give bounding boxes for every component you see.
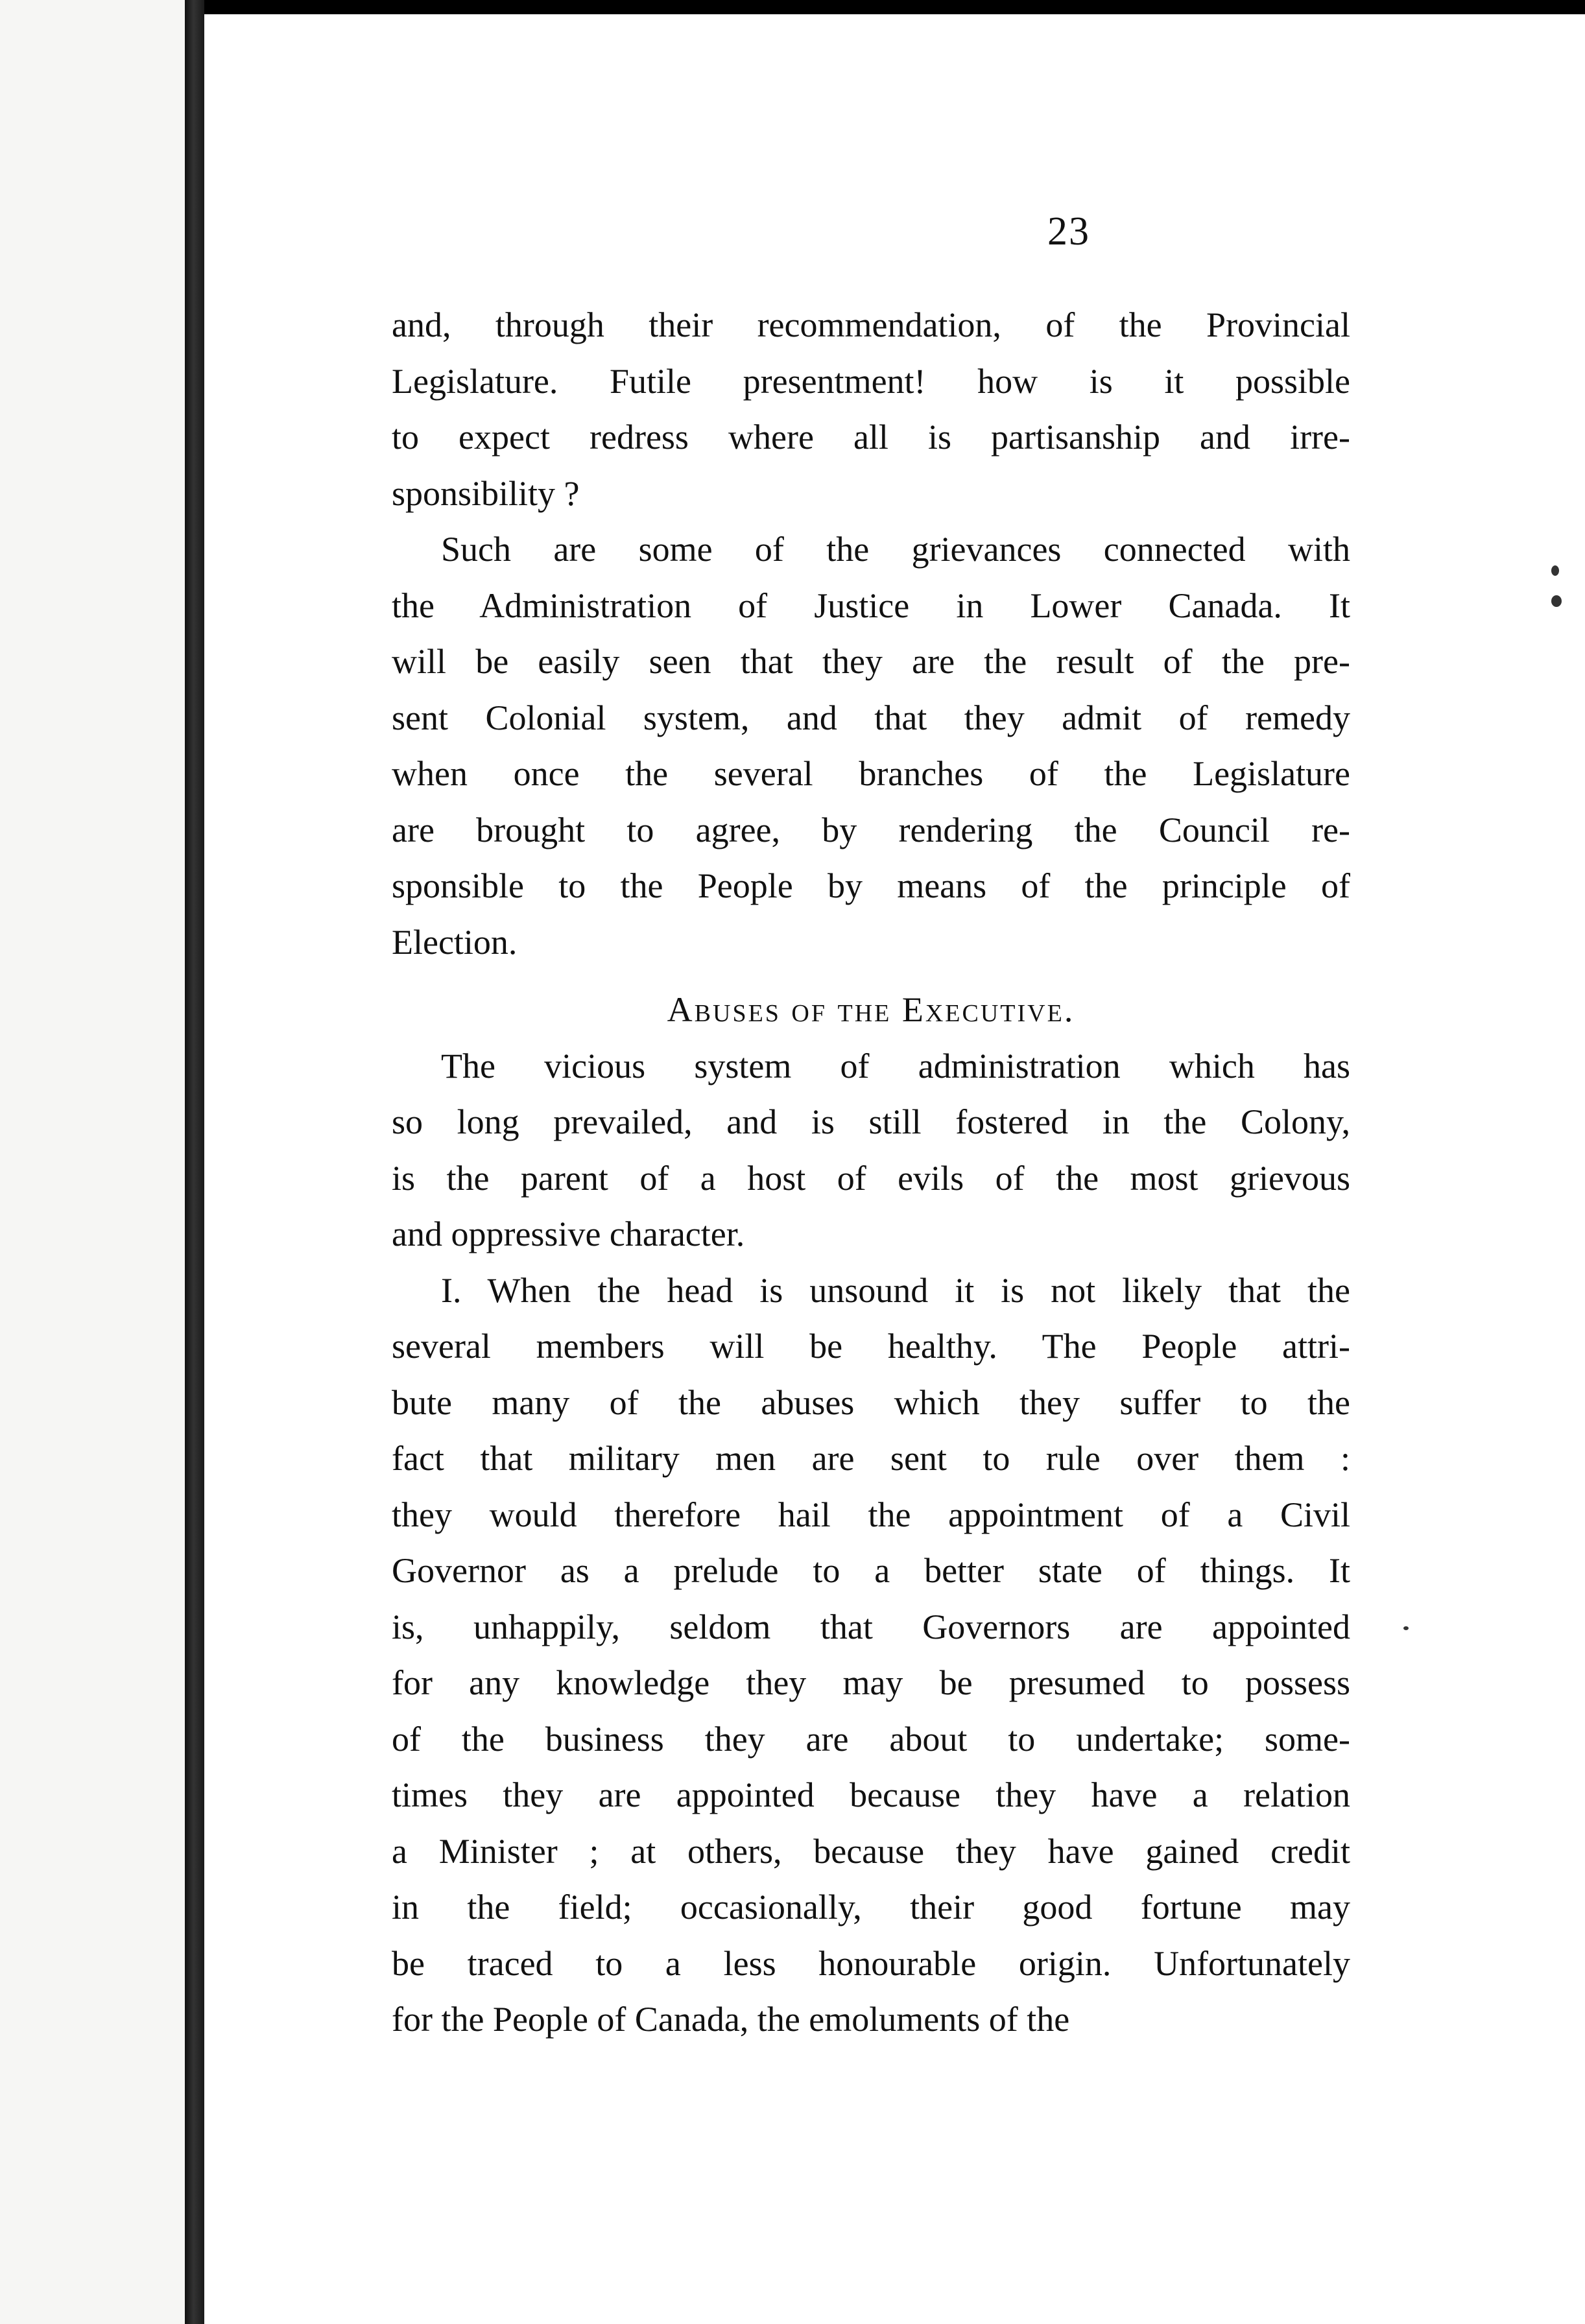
text-line: is, unhappily, seldom that Governors are appointed <box>392 1607 1350 1646</box>
text-line: in the field; occasionally, their good fortune may <box>392 1888 1350 1927</box>
text-line: and oppressive character. <box>392 1215 745 1253</box>
text-line: is the parent of a host of evils of the most grievous <box>392 1158 1350 1198</box>
text-line: sponsibility ? <box>392 473 580 513</box>
text-line: be traced to a less honourable origin. Unfortunately <box>392 1943 1350 1983</box>
text-line: are brought to agree, by rendering the Council re- <box>392 810 1350 849</box>
text-line: to expect redress where all is partisanship and irre- <box>392 418 1350 456</box>
scan-speck <box>1551 595 1562 607</box>
text-line: when once the several branches of the Legislature <box>392 754 1350 793</box>
paragraph-3 <box>392 1038 1350 1263</box>
text-line: for any knowledge they may be presumed to possess <box>392 1663 1350 1702</box>
text-line: Election. <box>392 922 518 962</box>
paragraph-4 <box>392 1263 1350 2048</box>
page-number: 23 <box>1047 209 1090 254</box>
text-line: Such are some of the grievances connected with <box>441 530 1350 569</box>
text-line: Legislature. Futile presentment! how is it possible <box>392 361 1350 401</box>
text-line: a Minister ; at others, because they have gained credit <box>392 1831 1350 1871</box>
text-line: sent Colonial system, and that they admit of remedy <box>392 698 1350 737</box>
text-line: The vicious system of administration which has <box>441 1046 1350 1085</box>
text-line: they would therefore hail the appointment of a Civil <box>392 1495 1350 1534</box>
text-line: so long prevailed, and is still fostered in the Colony, <box>392 1102 1350 1141</box>
text-line: times they are appointed because they have a relation <box>392 1775 1350 1814</box>
paragraph-1 <box>392 297 1350 521</box>
book-gutter <box>185 0 204 2324</box>
text-line: Governor as a prelude to a better state of things. It <box>392 1551 1350 1590</box>
text-line: bute many of the abuses which they suffer to the <box>392 1382 1350 1422</box>
text-line: several members will be healthy. The People attri- <box>392 1327 1350 1366</box>
scan-speck <box>1551 565 1559 576</box>
text-line: fact that military men are sent to rule over them : <box>392 1439 1350 1478</box>
text-line: will be easily seen that they are the result of the pre- <box>392 642 1350 681</box>
text-line: I. When the head is unsound it is not likely that the <box>441 1270 1350 1310</box>
section-heading: Abuses of the Executive. <box>667 990 1075 1029</box>
text-line: for the People of Canada, the emoluments of the <box>392 2000 1070 2039</box>
text-line: the Administration of Justice in Lower Canada. It <box>392 586 1350 625</box>
left-page-edge <box>0 0 188 2324</box>
text-line: and, through their recommendation, of the Provincial <box>392 305 1350 344</box>
text-line: of the business they are about to undertake; some- <box>392 1719 1350 1759</box>
text-line: sponsible to the People by means of the principle of <box>392 866 1350 905</box>
paragraph-2 <box>392 521 1350 970</box>
scan-speck <box>1403 1626 1409 1630</box>
page-text <box>392 297 1350 2048</box>
